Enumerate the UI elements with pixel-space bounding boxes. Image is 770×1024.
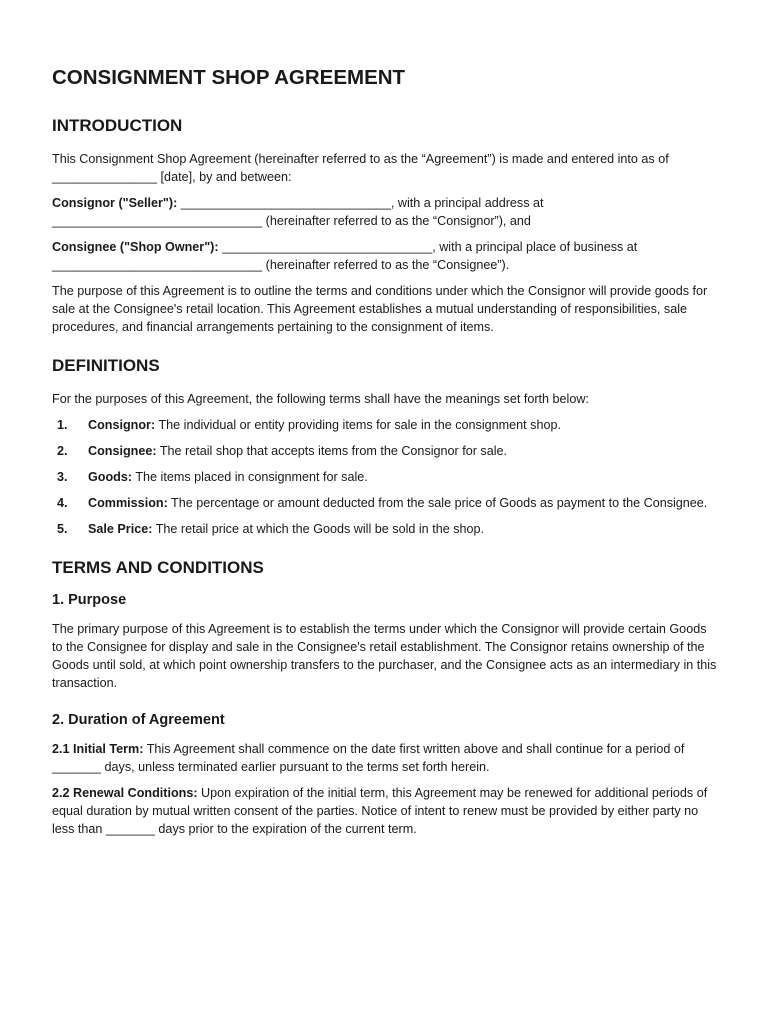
definitions-intro: For the purposes of this Agreement, the following terms shall have the meanings set forth below: (52, 392, 589, 406)
consignor-label: Consignor ("Seller"): (52, 196, 178, 210)
renewal-label: 2.2 Renewal Conditions: (52, 786, 198, 800)
consignee-paragraph (52, 238, 718, 274)
consignee-text: ______________________________, with a principal place of business at ______________________________ (hereinafter referred to as the “Consignee”). (52, 240, 638, 272)
definition-number: 1. (57, 418, 68, 432)
terms-heading: TERMS AND CONDITIONS (52, 558, 264, 577)
definition-text: The individual or entity providing items for sale in the consignment shop. (155, 418, 561, 432)
initial-term-paragraph (52, 740, 718, 776)
definition-text: The items placed in consignment for sale. (132, 470, 368, 484)
definition-text: The retail price at which the Goods will be sold in the shop. (152, 522, 485, 536)
definition-text: The percentage or amount deducted from the sale price of Goods as payment to the Consignee. (167, 496, 708, 510)
definition-term: Goods: (88, 470, 133, 484)
definition-term: Consignee: (88, 444, 157, 458)
definition-item (52, 442, 718, 460)
definition-number: 5. (57, 522, 68, 536)
definitions-list (52, 416, 718, 538)
definition-number: 4. (57, 496, 68, 510)
definition-item (52, 416, 718, 434)
initial-term-label: 2.1 Initial Term: (52, 742, 144, 756)
initial-term-text: This Agreement shall commence on the date first written above and shall continue for a period of _______ days, unless terminated earlier pursuant to the terms set forth herein. (52, 742, 685, 774)
renewal-paragraph (52, 784, 718, 838)
introduction-paragraph: This Consignment Shop Agreement (hereinafter referred to as the “Agreement”) is made and entered into as of _______________ [date], by and between: (52, 152, 669, 184)
definitions-heading: DEFINITIONS (52, 356, 160, 375)
definition-text: The retail shop that accepts items from the Consignor for sale. (156, 444, 508, 458)
introduction-heading: INTRODUCTION (52, 116, 183, 135)
definition-term: Commission: (88, 496, 168, 510)
consignee-label: Consignee ("Shop Owner"): (52, 240, 219, 254)
consignor-paragraph (52, 194, 718, 230)
definition-term: Consignor: (88, 418, 156, 432)
definition-number: 3. (57, 470, 68, 484)
purpose-subheading: 1. Purpose (52, 592, 127, 608)
consignor-text: ______________________________, with a principal address at ______________________________ (hereinafter referred to as the “Consignor”), and (52, 196, 544, 228)
definition-item (52, 468, 718, 486)
definition-number: 2. (57, 444, 68, 458)
definition-item (52, 520, 718, 538)
renewal-text: Upon expiration of the initial term, this Agreement may be renewed for additional periods of equal duration by mutual written consent of the parties. Notice of intent to renew must be provided by either party no less than _______ days prior to the expiration of the current term. (52, 786, 708, 836)
terms-purpose-paragraph: The primary purpose of this Agreement is to establish the terms under which the Consignor will provide certain Goods to the Consignee for display and sale in the Consignee's retail establishment. The Consignor retains ownership of the Goods until sold, at which point ownership transfers to the purchaser, and the Consignee acts as an intermediary in this transaction. (52, 622, 717, 690)
definition-term: Sale Price: (88, 522, 153, 536)
document-title: CONSIGNMENT SHOP AGREEMENT (52, 66, 406, 89)
duration-subheading: 2. Duration of Agreement (52, 712, 225, 728)
definition-item (52, 494, 718, 512)
purpose-paragraph: The purpose of this Agreement is to outline the terms and conditions under which the Consignor will provide goods for sale at the Consignee's retail location. This Agreement establishes a mutual understanding of responsibilities, sale procedures, and financial arrangements pertaining to the consignment of items. (52, 284, 708, 334)
